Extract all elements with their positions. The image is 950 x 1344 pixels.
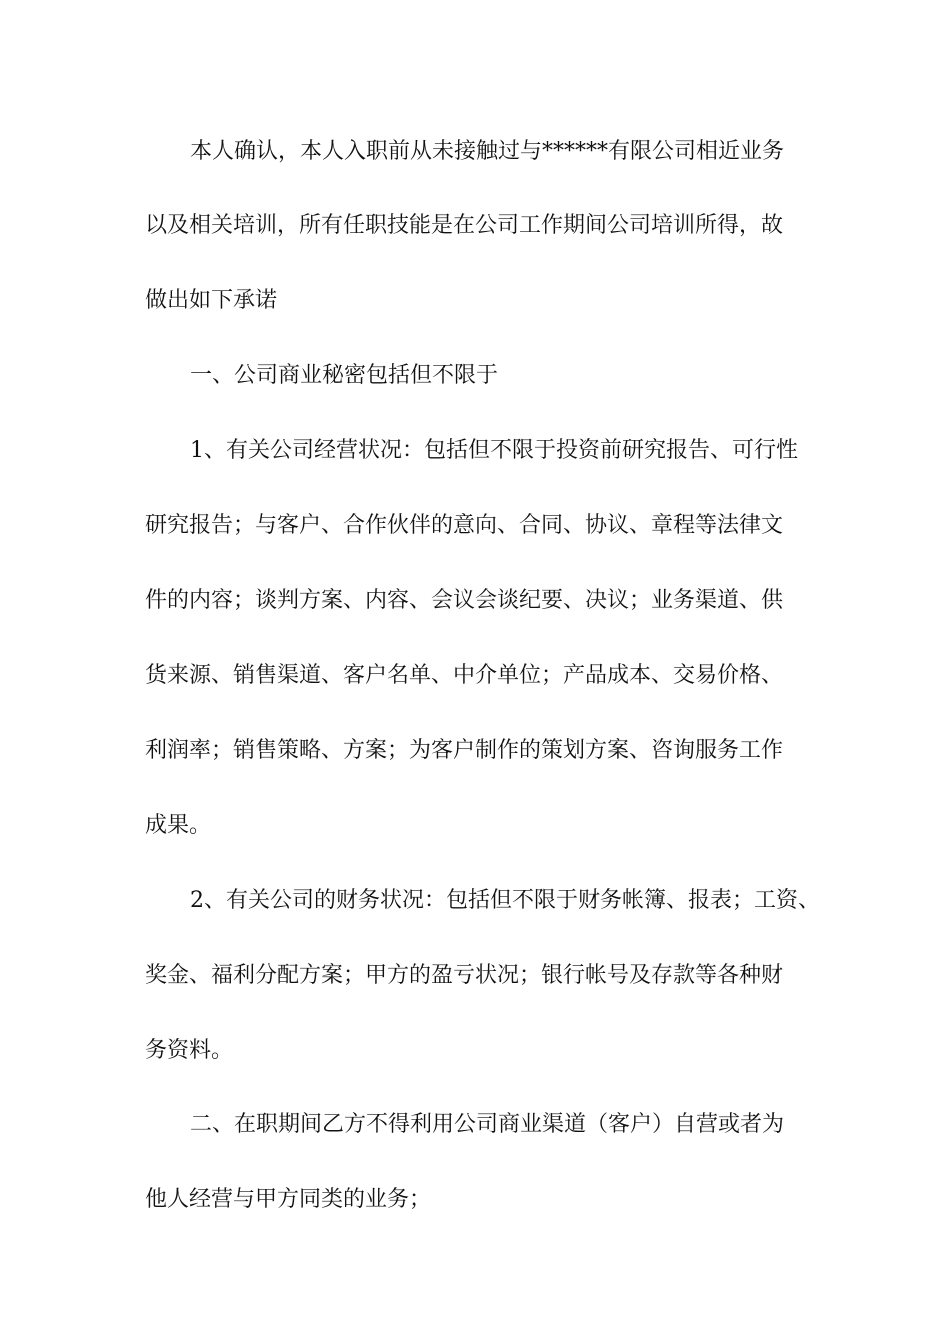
paragraph-line: 奖金、福利分配方案；甲方的盈亏状况；银行帐号及存款等各种财 (145, 963, 784, 988)
paragraph-line: 2、有关公司的财务状况：包括但不限于财务帐簿、报表；工资、 (190, 888, 820, 913)
paragraph-line: 件的内容；谈判方案、内容、会议会谈纪要、决议；业务渠道、供 (145, 588, 784, 613)
paragraph-line: 利润率；销售策略、方案；为客户制作的策划方案、咨询服务工作 (145, 738, 784, 763)
paragraph-line: 研究报告；与客户、合作伙伴的意向、合同、协议、章程等法律文 (145, 513, 784, 538)
section-heading: 二、在职期间乙方不得利用公司商业渠道（客户）自营或者为 (190, 1112, 785, 1137)
paragraph-line: 他人经营与甲方同类的业务； (145, 1187, 432, 1212)
paragraph-line: 本人确认，本人入职前从未接触过与******有限公司相近业务 (190, 139, 785, 164)
paragraph-line: 以及相关培训，所有任职技能是在公司工作期间公司培训所得，故 (145, 213, 784, 238)
paragraph-line: 务资料。 (145, 1038, 234, 1063)
paragraph-line: 货来源、销售渠道、客户名单、中介单位；产品成本、交易价格、 (145, 663, 784, 688)
section-heading: 一、公司商业秘密包括但不限于 (190, 363, 499, 388)
paragraph-line: 成果。 (145, 813, 212, 838)
paragraph-line: 1、有关公司经营状况：包括但不限于投资前研究报告、可行性 (190, 438, 798, 463)
paragraph-line: 做出如下承诺 (145, 288, 278, 313)
